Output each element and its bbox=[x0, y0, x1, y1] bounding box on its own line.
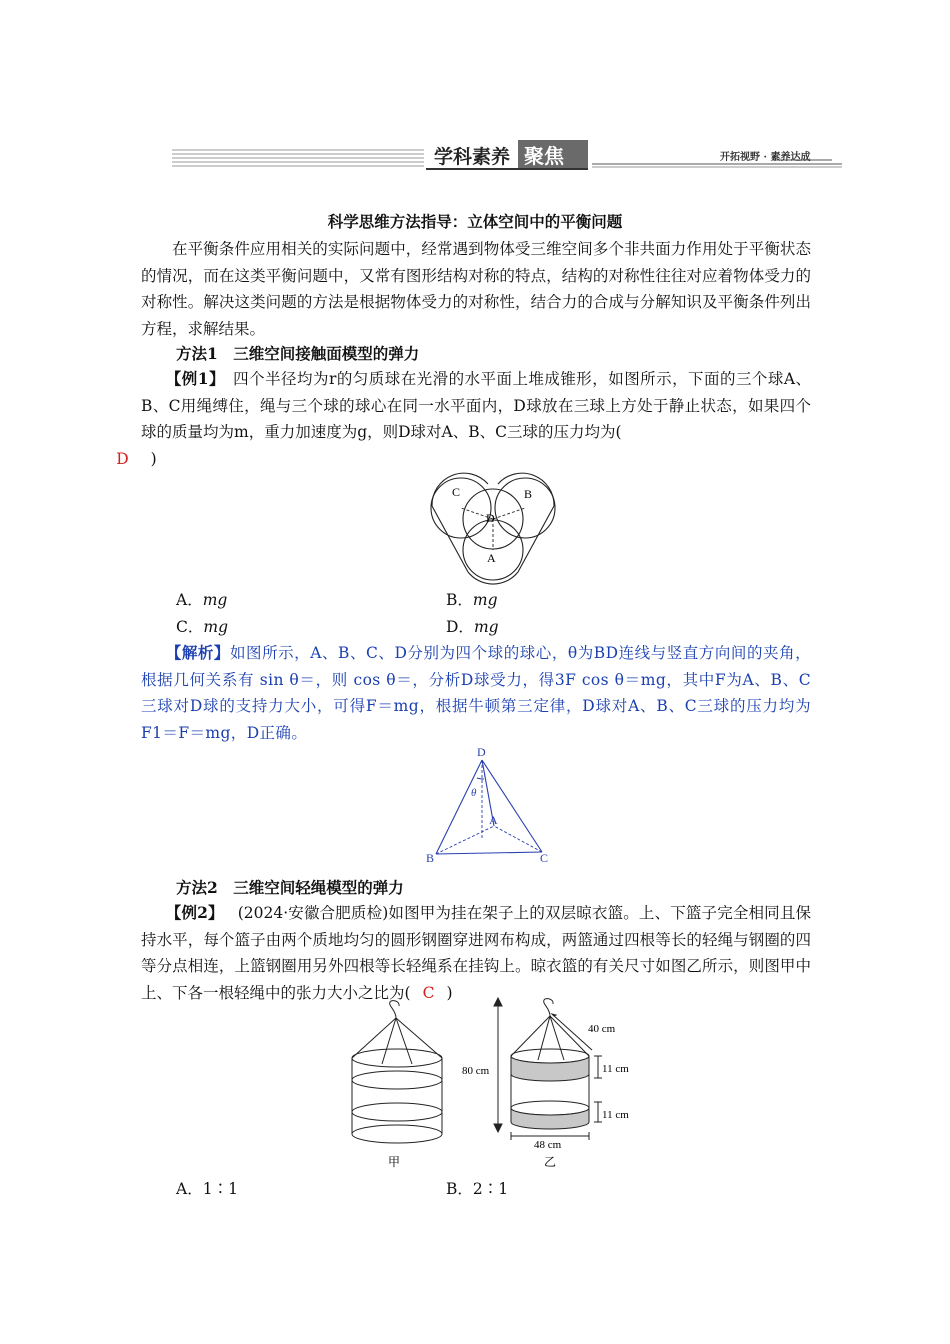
option-b: B．mg bbox=[446, 591, 498, 609]
example2-close-paren: ) bbox=[446, 983, 453, 1002]
option2-a: A．1∶1 bbox=[176, 1180, 238, 1198]
four-balls-figure bbox=[428, 466, 558, 586]
dim-width: 48 cm bbox=[534, 1139, 562, 1151]
tetra-label-theta: θ bbox=[471, 787, 477, 799]
ball-label-b: B bbox=[524, 487, 533, 501]
option-d: D．mg bbox=[446, 618, 499, 636]
example1-question: 四个半径均为r的匀质球在光滑的水平面上堆成锥形，如图所示，下面的三个球A、B、C用绳缚住，绳与三个球的球心在同一水平面内，D球放在三球上方处于静止状态，如果四个球的质量均为m，重力加速度为g，则D球对A、B、C三球的压力均为( bbox=[141, 370, 811, 441]
option-c: C．mg bbox=[176, 618, 228, 636]
example1-paragraph bbox=[116, 366, 811, 472]
method1-heading: 方法1 三维空间接触面模型的弹力 bbox=[176, 344, 420, 363]
example1-tag: 【例1】 bbox=[165, 369, 218, 388]
dim-upper: 11 cm bbox=[602, 1063, 629, 1075]
header-banner bbox=[172, 138, 842, 172]
basket-figure-right bbox=[460, 994, 640, 1174]
tetra-label-b: B bbox=[426, 851, 435, 865]
example2-paragraph bbox=[141, 900, 811, 1006]
tetra-label-a: A bbox=[489, 813, 498, 827]
dim-lower: 11 cm bbox=[602, 1109, 629, 1121]
solution1-paragraph bbox=[141, 640, 811, 746]
example2-tag: 【例2】 bbox=[165, 903, 224, 922]
ball-label-c: C bbox=[452, 485, 461, 499]
banner-main-text: 学科素养 bbox=[434, 146, 511, 168]
example1-close-paren: ) bbox=[150, 449, 157, 468]
tetrahedron-figure bbox=[424, 744, 560, 866]
example2-answer: C bbox=[422, 983, 435, 1002]
page-title: 科学思维方法指导：立体空间中的平衡问题 bbox=[327, 212, 623, 231]
option-a: A．mg bbox=[176, 591, 228, 609]
solution1-tag: 【解析】 bbox=[165, 643, 230, 662]
example2-question: 如图甲为挂在架子上的双层晾衣篮。上、下篮子完全相同且保持水平，每个篮子由两个质地均匀的圆形钢圈穿进网布构成，两篮通过四根等长的轻绳与钢圈的四等分点相连，上篮钢圈用另外四根等长轻绳系在挂钩上。晾衣篮的有关尺寸如图乙所示，则图甲中上、下各一根轻绳中的张力大小之比为( bbox=[141, 904, 811, 1002]
figure-left-caption: 甲 bbox=[388, 1155, 401, 1169]
dim-height: 80 cm bbox=[462, 1065, 490, 1077]
ball-label-d: D bbox=[486, 511, 495, 525]
example1-answer: D bbox=[116, 449, 129, 468]
example2-source: (2024·安徽合肥质检) bbox=[237, 904, 389, 922]
banner-right-text: 开拓视野 · 素养达成 bbox=[720, 152, 811, 163]
basket-figure-left bbox=[344, 1000, 450, 1172]
figure-right-caption: 乙 bbox=[544, 1155, 557, 1169]
tetra-label-c: C bbox=[540, 851, 549, 865]
ball-label-a: A bbox=[487, 551, 496, 565]
banner-highlight-text: 聚焦 bbox=[524, 144, 564, 168]
intro-paragraph: 在平衡条件应用相关的实际问题中，经常遇到物体受三维空间多个非共面力作用处于平衡状态的情况，而在这类平衡问题中，又常有图形结构对称的特点，结构的对称性往往对应着物体受力的对称性。解决这类问题的方法是根据物体受力的对称性，结合力的合成与分解知识及平衡条件列出方程，求解结果。 bbox=[141, 240, 811, 338]
option2-b: B．2∶1 bbox=[446, 1180, 509, 1198]
tetra-label-d: D bbox=[477, 745, 486, 759]
dim-rope: 40 cm bbox=[588, 1023, 616, 1035]
solution1-text: 如图所示，A、B、C、D分别为四个球的球心，θ为BD连线与竖直方向间的夹角，根据几何关系有 sin θ＝，则 cos θ＝，分析D球受力，得3F cos θ＝mg，其中F为A、B、C三球对D球的支持力大小，可得F＝mg，根据牛顿第三定律，D球对A、B、C三球的压力均为F1＝F＝mg，D正确。 bbox=[141, 644, 812, 742]
method2-heading: 方法2 三维空间轻绳模型的弹力 bbox=[176, 878, 404, 897]
